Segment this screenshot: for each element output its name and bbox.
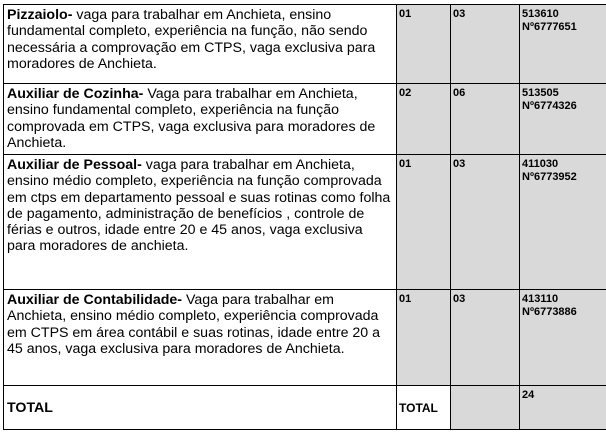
vacancy-count: 02	[399, 87, 412, 99]
table-row	[4, 84, 606, 155]
job-description-text: vaga para trabalhar em Anchieta, ensino médio completo, experiência na função comprovada em ctps em departamento pessoal e suas rotinas como folha de pagamento, administração de benefícios , controle de férias e outros, idade entre 20 e 45 anos, vaga exclusiva para moradores de anchieta.	[7, 157, 391, 255]
cbo-code-cell	[520, 84, 606, 155]
referral-count: 06	[453, 87, 466, 99]
total-row	[4, 386, 606, 430]
vacancy-count: 01	[399, 158, 412, 170]
cbo-code-cell	[520, 5, 606, 84]
total-sum: 24	[522, 389, 535, 401]
cbo-code: 513610	[522, 8, 559, 20]
total-label: TOTAL	[7, 399, 53, 416]
job-title: Auxiliar de Cozinha-	[7, 86, 144, 102]
cbo-code-cell	[520, 155, 606, 290]
vacancy-number: Nº6773886	[522, 306, 577, 318]
referral-count-cell	[451, 155, 520, 290]
cbo-code: 513505	[522, 87, 559, 99]
total-label-cell	[4, 386, 397, 430]
job-description-cell	[4, 155, 397, 290]
total-sum-cell	[520, 386, 606, 430]
job-description-cell	[4, 5, 397, 84]
job-description-text: vaga para trabalhar em Anchieta, ensino fundamental completo, experiência na função, não sendo necessária a comprovação em CTPS, vaga exclusiva para moradores de Anchieta.	[7, 7, 376, 72]
job-description-cell	[4, 84, 397, 155]
cbo-code: 413110	[522, 293, 559, 305]
referral-count-cell	[451, 84, 520, 155]
total-referral-cell	[451, 386, 520, 430]
job-description-text: Vaga para trabalhar em Anchieta, ensino médio completo, experiência comprovada em CTPS em área contábil e suas rotinas, idade entre 20 a 45 anos, vaga exclusiva para moradores de Anchieta.	[7, 292, 381, 357]
vacancy-count-cell	[397, 5, 451, 84]
job-title: Auxiliar de Contabilidade-	[7, 292, 183, 308]
job-description-cell	[4, 290, 397, 386]
table-row	[4, 290, 606, 386]
vacancy-number: Nº6773952	[522, 171, 577, 183]
job-title: Auxiliar de Pessoal-	[7, 157, 142, 173]
referral-count-cell	[451, 290, 520, 386]
vacancy-count: 01	[399, 293, 412, 305]
vacancy-count: 01	[399, 8, 412, 20]
job-vacancies-table	[3, 4, 606, 430]
referral-count: 03	[453, 8, 466, 20]
vacancy-number: Nº6774326	[522, 100, 577, 112]
table-row	[4, 5, 606, 84]
vacancy-count-cell	[397, 84, 451, 155]
total-vacancy-label: TOTAL	[399, 400, 438, 415]
cbo-code: 411030	[522, 158, 559, 170]
vacancy-count-cell	[397, 290, 451, 386]
job-description-text: Vaga para trabalhar em Anchieta, ensino fundamental completo, experiência na função comprovada em CTPS, vaga exclusiva para moradores de Anchieta.	[7, 86, 376, 151]
vacancy-count-cell	[397, 155, 451, 290]
cbo-code-cell	[520, 290, 606, 386]
job-title: Pizzaiolo-	[7, 7, 73, 23]
referral-count: 03	[453, 293, 466, 305]
vacancy-number: Nº6777651	[522, 21, 577, 33]
referral-count-cell	[451, 5, 520, 84]
total-vacancy-cell	[397, 386, 451, 430]
referral-count: 03	[453, 158, 466, 170]
table-row	[4, 155, 606, 290]
